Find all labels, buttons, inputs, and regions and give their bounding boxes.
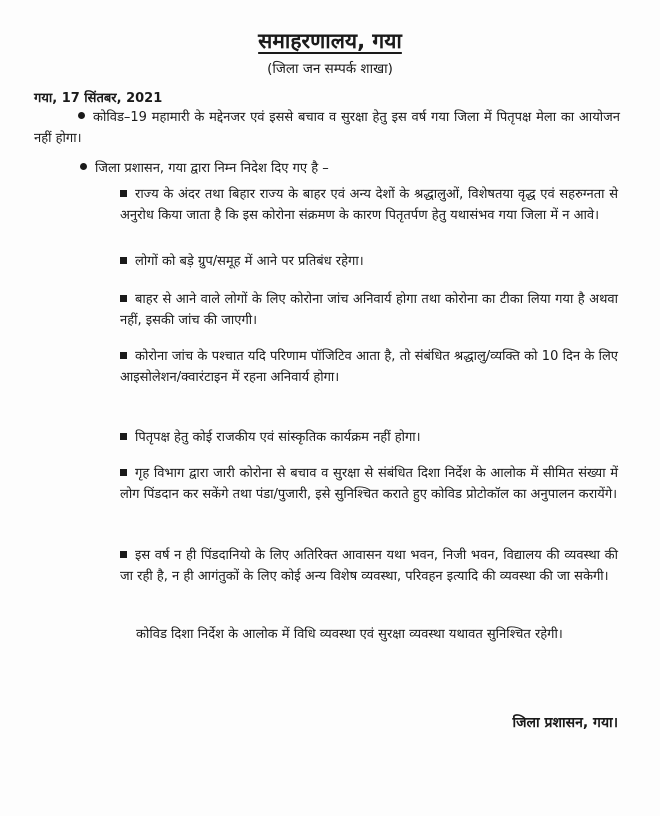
directive-text: बाहर से आने वाले लोगों के लिए कोरोना जांच अनिवार्य होगा तथा कोरोना का टीका लिया गया है अथवा नहीं, इसकी जांच की जाएगी। bbox=[120, 292, 618, 328]
directive-item bbox=[120, 427, 618, 448]
square-bullet-icon bbox=[120, 257, 127, 264]
signature: जिला प्रशासन, गया। bbox=[512, 715, 618, 731]
page-title bbox=[0, 28, 660, 54]
square-bullet-icon bbox=[120, 190, 127, 197]
directive-text: लोगों को बड़े ग्रुप/समूह में आने पर प्रतिबंध रहेगा। bbox=[135, 254, 364, 269]
title-text: समाहरणालय, गया bbox=[258, 29, 402, 53]
square-bullet-icon bbox=[120, 433, 127, 440]
directive-item bbox=[120, 346, 618, 388]
directive-item bbox=[120, 184, 618, 226]
closing-paragraph: कोविड दिशा निर्देश के आलोक में विधि व्यवस्था एवं सुरक्षा व्यवस्था यथावत सुनिश्चित रहेगी। bbox=[136, 627, 563, 642]
directive-item bbox=[120, 251, 618, 272]
intro-paragraph bbox=[34, 107, 620, 149]
directive-heading bbox=[80, 158, 620, 179]
square-bullet-icon bbox=[120, 551, 127, 558]
page-subtitle: (जिला जन सम्पर्क शाखा) bbox=[267, 61, 393, 77]
square-bullet-icon bbox=[120, 295, 127, 302]
directive-text: राज्य के अंदर तथा बिहार राज्य के बाहर एवं अन्य देशों के श्रद्धालुओं, विशेषतया वृद्ध एवं सहरुग्नता से अनुरोध किया जाता है कि इस कोरोना संक्रमण के कारण पितृतर्पण हेतु यथासंभव गया जिला में न आवे। bbox=[120, 187, 618, 223]
directive-item bbox=[120, 289, 618, 331]
directive-heading-text: जिला प्रशासन, गया द्वारा निम्न निदेश दिए गए है – bbox=[95, 161, 329, 176]
bullet-icon bbox=[80, 163, 87, 170]
bullet-icon bbox=[78, 112, 85, 119]
dateline: गया, 17 सिंतबर, 2021 bbox=[34, 91, 163, 106]
directive-item bbox=[120, 545, 618, 587]
directive-text: पितृपक्ष हेतु कोई राजकीय एवं सांस्कृतिक कार्यक्रम नहीं होगा। bbox=[135, 430, 421, 445]
intro-text: कोविड–19 महामारी के मद्देनजर एवं इससे बचाव व सुरक्षा हेतु इस वर्ष गया जिला में पितृपक्ष मेला का आयोजन नहीं होगा। bbox=[34, 110, 620, 146]
square-bullet-icon bbox=[120, 469, 127, 476]
directive-text: गृह विभाग द्वारा जारी कोरोना से बचाव व सुरक्षा से संबंधित दिशा निर्देश के आलोक में सीमित संख्या में लोग पिंडदान कर सकेंगे तथा पंडा/पुजारी, इसे सुनिश्चित कराते हुए कोविड प्रोटोकॉल का अनुपालन करायेंगे। bbox=[120, 466, 618, 502]
square-bullet-icon bbox=[120, 352, 127, 359]
directive-item bbox=[120, 463, 618, 505]
directive-text: इस वर्ष न ही पिंडदानियो के लिए अतिरिक्त आवासन यथा भवन, निजी भवन, विद्यालय की व्यवस्था की जा रही है, न ही आगंतुकों के लिए कोई अन्य विशेष व्यवस्था, परिवहन इत्यादि की व्यवस्था की जा सकेगी। bbox=[120, 548, 618, 584]
directive-text: कोरोना जांच के पश्चात यदि परिणाम पॉजिटिव आता है, तो संबंधित श्रद्धालु/व्यक्ति को 10 दिन के लिए आइसोलेशन/क्वारंटाइन में रहना अनिवार्य होगा। bbox=[120, 349, 618, 385]
